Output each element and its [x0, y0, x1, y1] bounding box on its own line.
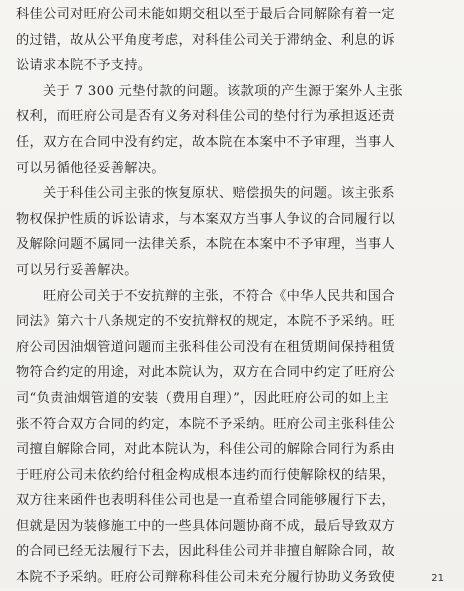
page-number: 21	[431, 573, 444, 584]
text-line: 关于 7 300 元垫付款的问题。该款项的产生源于案外人主张	[43, 83, 403, 99]
paragraph-defense	[16, 284, 454, 591]
text-line: 权利，而旺府公司是否有义务对科佳公司的垫付行为承担返还责	[16, 109, 396, 125]
paragraph-advance-payment	[16, 79, 454, 181]
text-line: 旺府公司关于不安抗辩的主张，不符合《中华人民共和国合	[43, 288, 395, 304]
text-line: 可以另行妥善解决。	[16, 262, 138, 278]
text-line: 但就是因为装修施工中的一些具体问题协商不成，最后导致双方	[16, 518, 396, 534]
text-line: 同法》第六十八条规定的不安抗辩权的规定，本院不予采纳。旺	[16, 314, 396, 330]
text-line: 讼请求本院不予支持。	[16, 58, 152, 74]
text-line: 物权保护性质的诉讼请求，与本案双方当事人争议的合同履行以	[16, 211, 396, 227]
text-line: 的合同已经无法履行下去，因此科佳公司并非擅自解除合同，故	[16, 544, 396, 560]
text-line: 及解除问题不属同一法律关系，本院在本案中不予审理，当事人	[16, 237, 396, 253]
paragraph-late-fee	[16, 2, 454, 79]
text-line: 的过错，故从公平角度考虑，对科佳公司关于滞纳金、利息的诉	[16, 32, 396, 48]
text-line: 本院不予采纳。旺府公司辩称科佳公司未充分履行协助义务致使	[16, 570, 396, 586]
text-line: 于旺府公司未依约给付租金构成根本违约而行使解除权的结果，	[16, 467, 396, 483]
paragraph-restoration	[16, 181, 454, 283]
text-line: 可以另循他径妥善解决。	[16, 160, 165, 176]
text-line: 关于科佳公司主张的恢复原状、赔偿损失的问题。该主张系	[43, 186, 395, 202]
text-line: 物符合约定的用途，对此本院认为，双方在合同中约定了旺府公	[16, 365, 396, 381]
text-line: 科佳公司对旺府公司未能如期交租以至于最后合同解除有着一定	[16, 7, 396, 22]
text-line: 任，双方在合同中没有约定，故本院在本案中不予审理，当事人	[16, 134, 396, 150]
text-line: 司“负责油烟管道的安装（费用自理）”，因此旺府公司的如上主	[16, 390, 390, 406]
text-line: 双方往来函件也表明科佳公司也是一直希望合同能够履行下去，	[16, 493, 396, 509]
text-line: 司擅自解除合同，对此本院认为，科佳公司的解除合同行为系由	[16, 442, 396, 458]
text-line: 府公司因油烟管道问题而主张科佳公司没有在租赁期间保持租赁	[16, 339, 396, 355]
text-line: 张不符合双方合同的约定，本院不予采纳。旺府公司主张科佳公	[16, 416, 396, 432]
